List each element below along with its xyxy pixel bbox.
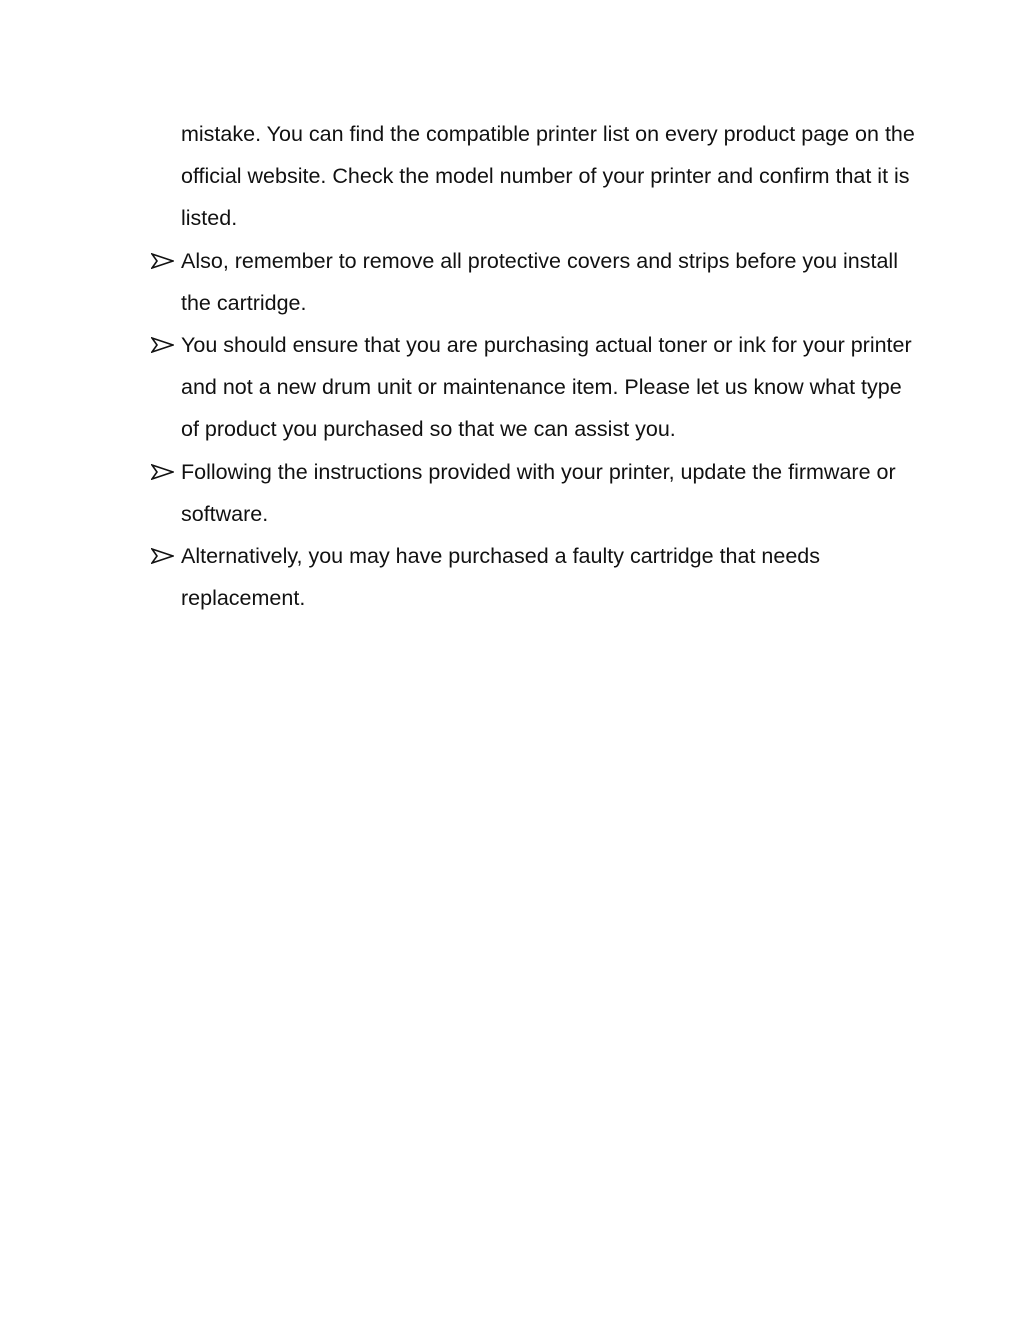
list-item [150, 240, 920, 324]
list-item [150, 324, 920, 451]
arrowhead-bullet-icon [151, 451, 177, 493]
bullet-text: Also, remember to remove all protective covers and strips before you install the cartridge. [181, 248, 898, 315]
bullet-text: Alternatively, you may have purchased a faulty cartridge that needs replacement. [181, 544, 820, 611]
bullet-list [150, 240, 920, 620]
bullet-text: You should ensure that you are purchasing actual toner or ink for your printer and not a new drum unit or maintenance item. Please let us know what type of product you purchased so that we can assist you. [181, 333, 912, 442]
arrowhead-bullet-icon [151, 535, 177, 577]
arrowhead-bullet-icon [151, 324, 177, 366]
continuation-paragraph: mistake. You can find the compatible printer list on every product page on the official website. Check the model number of your printer and confirm that it is listed. [181, 122, 915, 231]
arrowhead-bullet-icon [151, 240, 177, 282]
list-item [150, 535, 920, 619]
document-body [150, 113, 920, 619]
bullet-text: Following the instructions provided with your printer, update the firmware or software. [181, 459, 896, 526]
list-item [150, 451, 920, 535]
